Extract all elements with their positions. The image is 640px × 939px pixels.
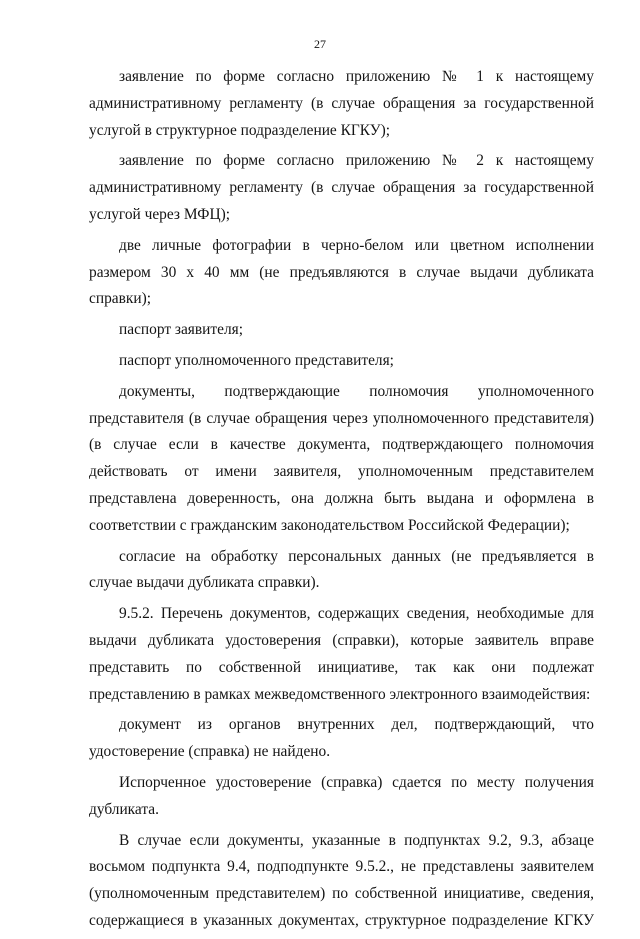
paragraph-damaged-certificate: Испорченное удостоверение (справка) сдается по месту получения дубликата. <box>89 773 594 818</box>
document-body <box>89 64 594 939</box>
page-number: 27 <box>314 37 326 51</box>
paragraph-representative-passport: паспорт уполномоченного представителя; <box>119 351 394 369</box>
paragraph-section-9-5-2: 9.5.2. Перечень документов, содержащих сведения, необходимые для выдачи дубликата удостоверения (справки), которые заявитель вправе представить по собственной инициативе, так как они подлежат представлению в рамках межведомственного электронного взаимодействия: <box>89 605 594 703</box>
paragraph-documents-not-provided: В случае если документы, указанные в подпунктах 9.2, 9.3, абзаце восьмом подпункта 9.4, подподпункте 9.5.2., не представлены заявителем (уполномоченным представителем) по собственной инициативе, сведения, содержащиеся в указанных документах, структурное подразделение КГКУ <box>89 831 594 929</box>
paragraph-application-form-1: заявление по форме согласно приложению № 1 к настоящему административному регламенту (в случае обращения за государственной услугой в структурное подразделение КГКУ); <box>89 68 594 139</box>
paragraph-authority-documents: документы, подтверждающие полномочия уполномоченного представителя (в случае обращения через уполномоченного представителя) (в случае если в качестве документа, подтверждающего полномочия действовать от имени заявителя, уполномоченным представителем представлена доверенность, она должна быть выдана и оформлена в соответствии с гражданским законодательством Российской Федерации); <box>89 382 594 534</box>
paragraph-police-document: документ из органов внутренних дел, подтверждающий, что удостоверение (справка) не найдено. <box>89 716 594 761</box>
paragraph-application-form-2: заявление по форме согласно приложению № 2 к настоящему административному регламенту (в случае обращения за государственной услугой через МФЦ); <box>89 152 594 223</box>
paragraph-photographs: две личные фотографии в черно-белом или цветном исполнении размером 30 х 40 мм (не предъявляются в случае выдачи дубликата справки); <box>89 236 594 308</box>
paragraph-applicant-passport: паспорт заявителя; <box>119 321 243 339</box>
paragraph-personal-data-consent: согласие на обработку персональных данных (не предъявляется в случае выдачи дубликата справки). <box>89 547 594 592</box>
